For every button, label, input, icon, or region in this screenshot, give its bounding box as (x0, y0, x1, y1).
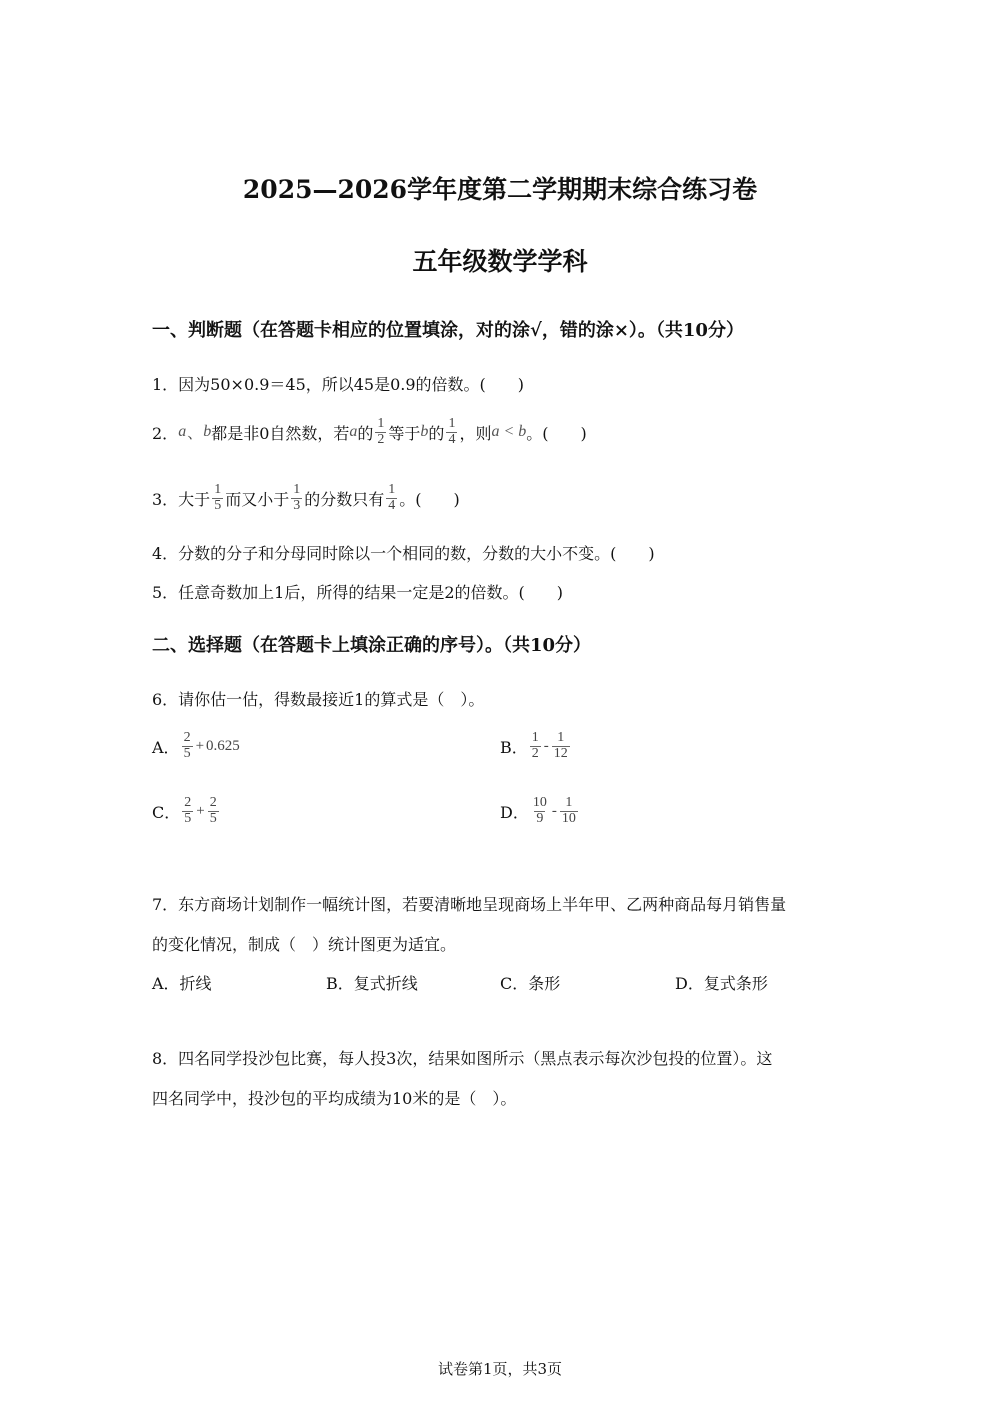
option-6b (500, 724, 572, 768)
numerator: 1 (388, 481, 396, 497)
text: 的 (428, 423, 445, 443)
denominator: 10 (561, 810, 576, 826)
denominator: 2 (377, 431, 385, 447)
fraction-one-third (291, 483, 302, 513)
denominator: 5 (209, 810, 217, 826)
option-label: B． (500, 737, 528, 757)
numerator: 2 (183, 729, 191, 745)
question-3 (152, 474, 460, 522)
denominator: 2 (531, 745, 539, 761)
numerator: 2 (184, 794, 192, 810)
denominator: 3 (293, 497, 301, 513)
denominator: 4 (388, 497, 396, 513)
fraction-one-tenth (560, 796, 578, 826)
option-7b: B．复式折线 (326, 974, 418, 993)
denominator: 12 (553, 745, 568, 761)
minus-sign: - (551, 802, 557, 819)
denominator: 4 (448, 431, 456, 447)
plus-sign: + (196, 802, 205, 819)
decimal-value: 0.625 (206, 737, 240, 754)
fraction-two-fifths (182, 796, 193, 826)
minus-sign: - (543, 737, 549, 754)
section-1-heading: 一、判断题（在答题卡相应的位置填涂，对的涂√，错的涂×）。（共10分） (152, 320, 744, 341)
page-footer: 试卷第1页，共3页 (437, 1360, 563, 1378)
numerator: 1 (293, 481, 301, 497)
fraction-two-fifths (182, 731, 193, 761)
option-label: D． (500, 802, 529, 822)
numerator: 10 (532, 794, 547, 810)
numerator: 1 (448, 415, 456, 431)
numerator: 1 (377, 415, 385, 431)
denominator: 5 (214, 497, 222, 513)
question-8-line-2: 四名同学中，投沙包的平均成绩为10米的是（ ）。 (152, 1089, 517, 1108)
option-6a (152, 724, 241, 768)
fraction-one-half (375, 417, 386, 447)
question-6: 6．请你估一估，得数最接近1的算式是（ ）。 (152, 690, 485, 709)
variable-a: a (178, 423, 187, 440)
fraction-one-quarter (446, 417, 457, 447)
fraction-one-half (530, 731, 541, 761)
variable-b: b (203, 423, 212, 440)
text: 的分数只有 (304, 489, 385, 509)
variable-a: a (349, 423, 358, 440)
question-4: 4．分数的分子和分母同时除以一个相同的数，分数的大小不变。( ) (152, 544, 655, 563)
fraction-ten-ninths (531, 796, 549, 826)
question-3-number: 3．大于 (152, 489, 211, 509)
question-7-line-2: 的变化情况，制成（ ）统计图更为适宜。 (152, 935, 457, 954)
fraction-one-quarter (386, 483, 397, 513)
fraction-two-fifths (208, 796, 219, 826)
option-label: A． (152, 737, 180, 757)
text: 都是非0自然数，若 (211, 423, 350, 443)
page-subtitle: 五年级数学学科 (412, 247, 588, 276)
question-8-line-1: 8．四名同学投沙包比赛，每人投3次，结果如图所示（黑点表示每次沙包投的位置）。这 (152, 1049, 773, 1068)
denominator: 9 (536, 810, 544, 826)
option-7a: A．折线 (152, 974, 212, 993)
text: 。( ) (399, 489, 460, 509)
question-2-number: 2． (152, 423, 179, 443)
denominator: 5 (184, 810, 192, 826)
text: 的 (357, 423, 374, 443)
question-2 (152, 410, 587, 454)
text: 等于 (388, 423, 421, 443)
page-title: 2025—2026学年度第二学期期末综合练习卷 (242, 175, 758, 204)
fraction-one-twelfth (552, 731, 570, 761)
numerator: 2 (209, 794, 217, 810)
question-5: 5．任意奇数加上1后，所得的结果一定是2的倍数。( ) (152, 583, 564, 602)
fraction-one-fifth (212, 483, 223, 513)
option-6c (152, 789, 221, 833)
section-2-heading: 二、选择题（在答题卡上填涂正确的序号）。（共10分） (152, 635, 592, 656)
text: ，则 (459, 423, 492, 443)
plus-sign: + (195, 737, 205, 754)
option-label: C． (152, 802, 181, 822)
question-7-line-1: 7．东方商场计划制作一幅统计图，若要清晰地呈现商场上半年甲、乙两种商品每月销售量 (152, 895, 787, 914)
numerator: 1 (565, 794, 573, 810)
denominator: 5 (183, 745, 191, 761)
numerator: 1 (531, 729, 539, 745)
text: 。( ) (526, 423, 587, 443)
numerator: 1 (557, 729, 565, 745)
numerator: 1 (214, 481, 222, 497)
option-7d: D．复式条形 (675, 974, 768, 993)
question-1: 1．因为50×0.9＝45，所以45是0.9的倍数。( ) (152, 375, 525, 394)
text: 而又小于 (225, 489, 290, 509)
option-7c: C．条形 (500, 974, 561, 993)
separator: 、 (187, 425, 203, 442)
variable-b: b (420, 423, 429, 440)
option-6d (500, 789, 580, 833)
comparison-expression: a < b (491, 423, 527, 440)
